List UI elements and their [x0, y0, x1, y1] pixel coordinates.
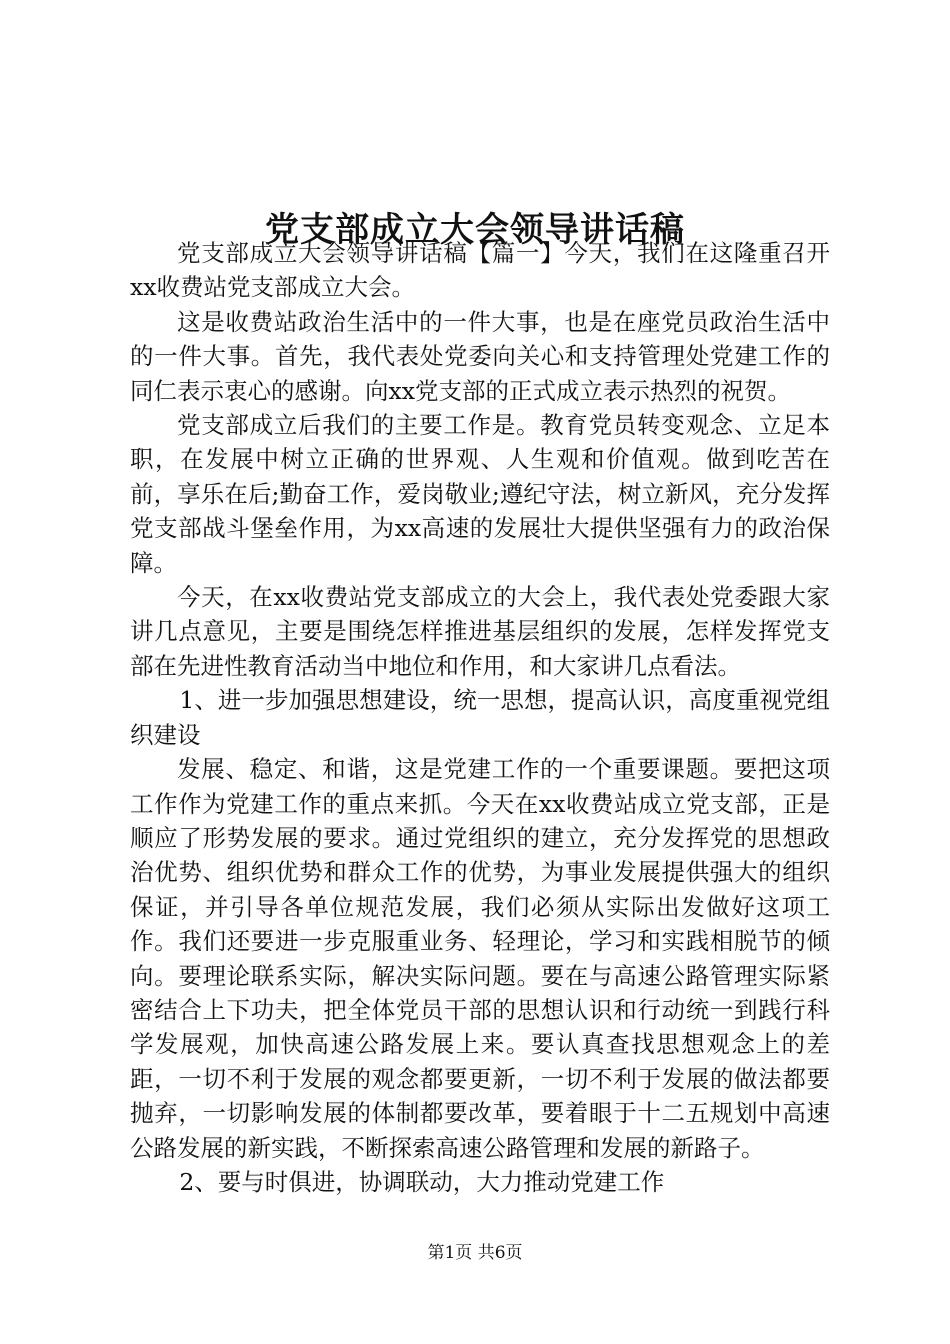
paragraph-development: 发展、稳定、和谐，这是党建工作的一个重要课题。要把这项工作作为党建工作的重点来抓。今天在xx收费站成立党支部，正是顺应了形势发展的要求。通过党组织的建立，充分发挥党的思想政治优势、组织优势和群众工作的优势，为事业发展提供强大的组织保证，并引导各单位规范发展，我们必须从实际出发做好这项工作。我们还要进一步克服重业务、轻理论，学习和实践相脱节的倾向。要理论联系实际，解决实际问题。要在与高速公路管理实际紧密结合上下功夫，把全体党员干部的思想认识和行动统一到践行科学发展观，加快高速公路发展上来。要认真查找思想观念上的差距，一切不利于发展的观念都要更新，一切不利于发展的做法都要抛弃，一切影响发展的体制都要改革，要着眼于十二五规划中高速公路发展的新实践，不断探索高速公路管理和发展的新路子。: [130, 755, 830, 1162]
list-item-1: 1、进一步加强思想建设，统一思想，提高认识，高度重视党组织建设: [130, 686, 830, 749]
paragraph-main-work: 党支部成立后我们的主要工作是。教育党员转变观念、立足本职，在发展中树立正确的世界观、人生观和价值观。做到吃苦在前，享乐在后;勤奋工作，爱岗敬业;遵纪守法，树立新风，充分发挥党支部战斗堡垒作用，为xx高速的发展壮大提供坚强有力的政治保障。: [130, 411, 830, 577]
document-body: [130, 236, 830, 1199]
page-footer: 第1页 共6页: [427, 1243, 523, 1263]
document-title: 党支部成立大会领导讲话稿: [265, 209, 685, 250]
paragraph-opinions: 今天，在xx收费站党支部成立的大会上，我代表处党委跟大家讲几点意见，主要是围绕怎样推进基层组织的发展，怎样发挥党支部在先进性教育活动当中地位和作用，和大家讲几点看法。: [130, 583, 830, 680]
paragraph-significance: 这是收费站政治生活中的一件大事，也是在座党员政治生活中的一件大事。首先，我代表处党委向关心和支持管理处党建工作的同仁表示衷心的感谢。向xx党支部的正式成立表示热烈的祝贺。: [130, 307, 830, 405]
list-item-2: 2、要与时俱进，协调联动，大力推动党建工作: [179, 1167, 665, 1196]
paragraph-intro: 党支部成立大会领导讲话稿【篇一】今天，我们在这隆重召开xx收费站党支部成立大会。: [130, 239, 830, 302]
